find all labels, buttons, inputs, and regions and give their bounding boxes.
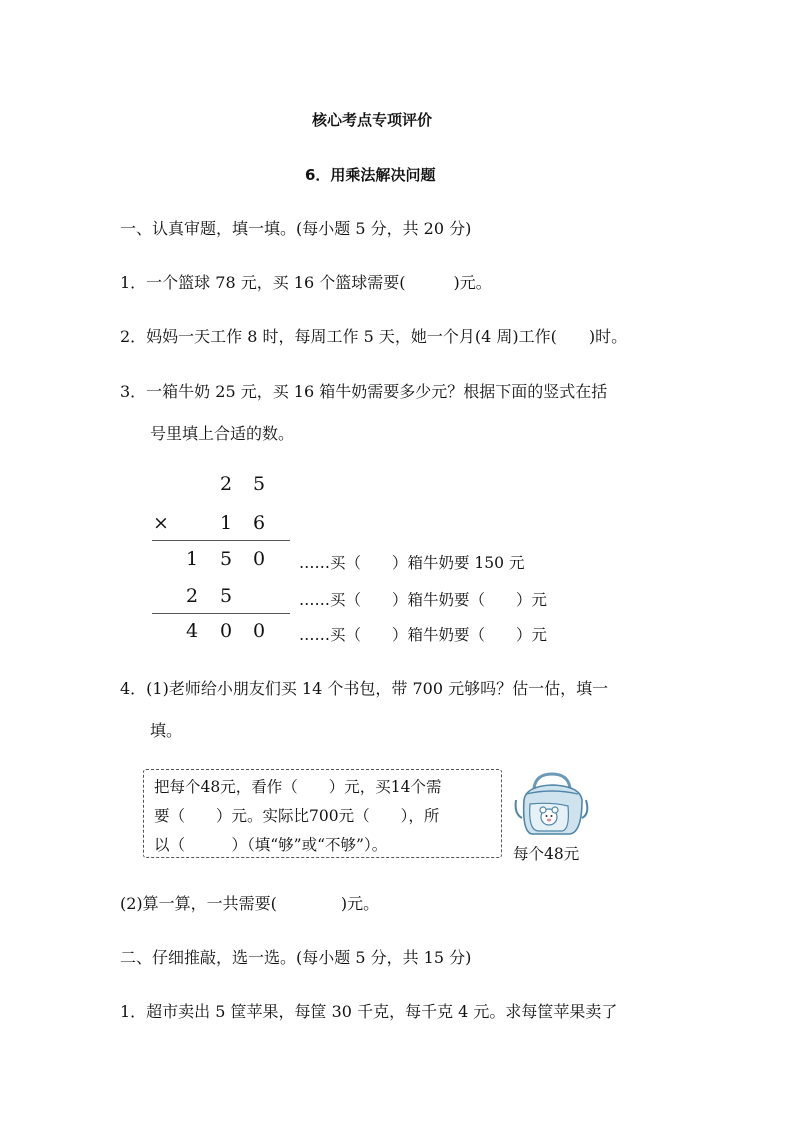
calc-digit: 0 [219,620,233,642]
backpack-icon [512,770,592,838]
calc-digit: 0 [252,620,266,642]
question-1-1: 1．一个篮球 78 元，买 16 个篮球需要( )元。 [120,273,492,292]
page-title: 核心考点专项评价 [312,111,433,129]
calc-digit: 4 [185,620,199,642]
estimation-box-line1: 把每个48元，看作（ ）元，买14个需 [154,778,442,796]
question-1-3-line1: 3．一箱牛奶 25 元，买 16 箱牛奶需要多少元？根据下面的竖式在括 [120,382,608,401]
calc-digit: 5 [219,548,233,570]
question-2-1: 1．超市卖出 5 筐苹果，每筐 30 千克，每千克 4 元。求每筐苹果卖了 [120,1002,618,1021]
calc-digit: 2 [185,585,199,607]
calc-digit: 5 [219,585,233,607]
estimation-box [143,769,502,858]
calc-note-3: ……买（ ）箱牛奶要（ ）元 [299,626,548,644]
question-1-3-line2: 号里填上合适的数。 [150,424,295,443]
calc-digit: 1 [219,512,233,534]
calc-digit: 5 [252,473,266,495]
estimation-box-line3: 以（ ）（填“够”或“不够”）。 [154,836,388,854]
calc-digit: 2 [219,473,233,495]
section2-heading: 二、仔细推敲，选一选。(每小题 5 分，共 15 分) [120,948,472,967]
times-sign: × [153,512,169,534]
question-1-4-part2: (2)算一算，一共需要( )元。 [120,894,380,913]
question-1-4-line2: 填。 [150,721,183,740]
calc-note-1: ……买（ ）箱牛奶要 150 元 [299,554,525,572]
question-1-2: 2．妈妈一天工作 8 时，每周工作 5 天，她一个月(4 周)工作( )时。 [120,327,628,346]
calc-digit: 1 [185,548,199,570]
calc-rule-line [152,613,290,614]
calc-note-2: ……买（ ）箱牛奶要（ ）元 [299,591,548,609]
calc-rule-line [152,540,290,541]
question-1-4-line1: 4．(1)老师给小朋友们买 14 个书包，带 700 元够吗？估一估，填一 [120,679,609,698]
page-subtitle: 6．用乘法解决问题 [305,166,436,184]
estimation-box-line2: 要（ ）元。实际比700元（ ），所 [154,807,440,825]
calc-digit: 0 [252,548,266,570]
backpack-price-caption: 每个48元 [513,845,580,863]
section1-heading: 一、认真审题，填一填。(每小题 5 分，共 20 分) [120,219,472,238]
calc-digit: 6 [252,512,266,534]
